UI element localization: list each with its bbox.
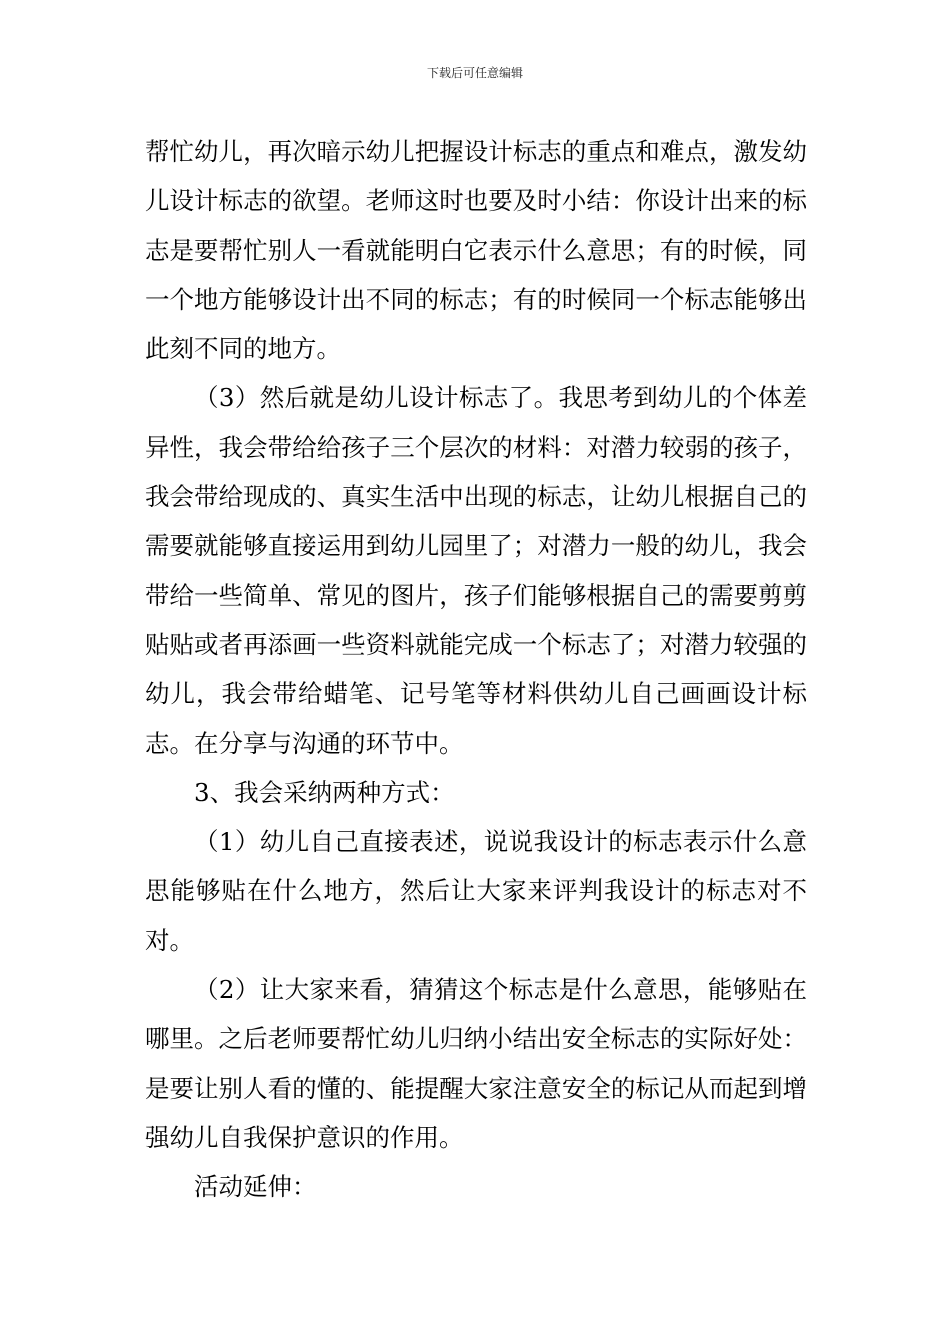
paragraph-method-1: （1）幼儿自己直接表述，说说我设计的标志表示什么意思能够贴在什么地方，然后让大家来评判我设计的标志对不对。 — [145, 827, 807, 955]
paragraph-step-3: （3）然后就是幼儿设计标志了。我思考到幼儿的个体差异性，我会带给给孩子三个层次的材料：对潜力较弱的孩子，我会带给现成的、真实生活中出现的标志，让幼儿根据自己的需要就能够直接运用到幼儿园里了；对潜力一般的幼儿，我会带给一些简单、常见的图片，孩子们能够根据自己的需要剪剪贴贴或者再添画一些资料就能完成一个标志了；对潜力较强的幼儿，我会带给蜡笔、记号笔等材料供幼儿自己画画设计标志。在分享与沟通的环节中。 — [145, 383, 807, 758]
page-header: 下载后可任意编辑 — [426, 66, 523, 80]
paragraph-continuation: 帮忙幼儿，再次暗示幼儿把握设计标志的重点和难点，激发幼儿设计标志的欲望。老师这时也要及时小结：你设计出来的标志是要帮忙别人一看就能明白它表示什么意思；有的时候，同一个地方能够设计出不同的标志；有的时候同一个标志能够出此刻不同的地方。 — [145, 137, 807, 364]
paragraph-extension-heading: 活动延伸： — [194, 1172, 317, 1202]
paragraph-methods-heading: 3、我会采纳两种方式： — [194, 777, 455, 807]
paragraph-method-2: （2）让大家来看，猜猜这个标志是什么意思，能够贴在哪里。之后老师要帮忙幼儿归纳小结出安全标志的实际好处：是要让别人看的懂的、能提醒大家注意安全的标记从而起到增强幼儿自我保护意识的作用。 — [145, 975, 807, 1152]
document-body — [145, 127, 807, 1212]
